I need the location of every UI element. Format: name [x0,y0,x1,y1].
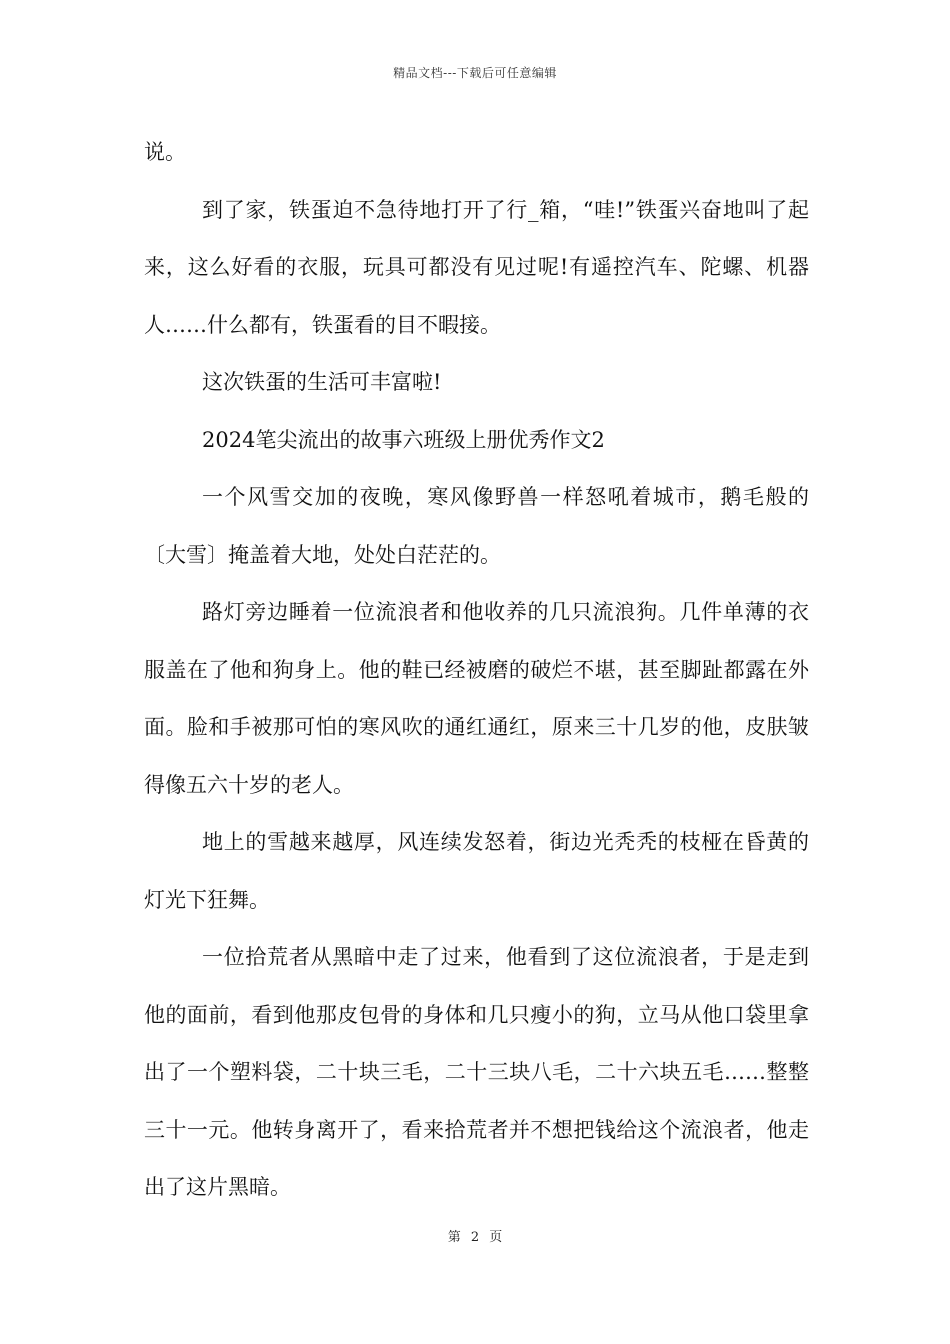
page-label-prefix: 第 [447,1230,461,1245]
paragraph-4: 一个风雪交加的夜晚，寒风像野兽一样怒吼着城市，鹅毛般的〔大雪〕掩盖着大地，处处白茫茫的。 [144,485,809,567]
page-header: 精品文档---下载后可任意编辑 [393,66,557,80]
paragraph-2: 到了家，铁蛋迫不急待地打开了行_箱，“哇!”铁蛋兴奋地叫了起来，这么好看的衣服，玩具可都没有见过呢!有遥控汽车、陀螺、机器人……什么都有，铁蛋看的目不暇接。 [144,197,809,337]
paragraph-1: 说。 [144,140,186,164]
document-body [144,124,809,1217]
paragraph-5: 路灯旁边睡着一位流浪者和他收养的几只流浪狗。几件单薄的衣服盖在了他和狗身上。他的鞋已经被磨的破烂不堪，甚至脚趾都露在外面。脸和手被那可怕的寒风吹的通红通红，原来三十几岁的他，皮肤皱得像五六十岁的老人。 [144,600,809,797]
section-title: 2024笔尖流出的故事六班级上册优秀作文2 [202,427,605,452]
paragraph-7: 一位拾荒者从黑暗中走了过来，他看到了这位流浪者，于是走到他的面前，看到他那皮包骨的身体和几只瘦小的狗，立马从他口袋里拿出了一个塑料袋，二十块三毛，二十三块八毛，二十六块五毛……整整三十一元。他转身离开了，看来拾荒者并不想把钱给这个流浪者，他走出了这片黑暗。 [144,945,809,1199]
paragraph-6: 地上的雪越来越厚，风连续发怒着，街边光秃秃的枝桠在昏黄的灯光下狂舞。 [144,830,809,912]
paragraph-3: 这次铁蛋的生活可丰富啦! [202,370,442,394]
page-footer [0,1226,950,1245]
page-label-suffix: 页 [489,1230,503,1245]
page-number: 2 [470,1230,480,1245]
